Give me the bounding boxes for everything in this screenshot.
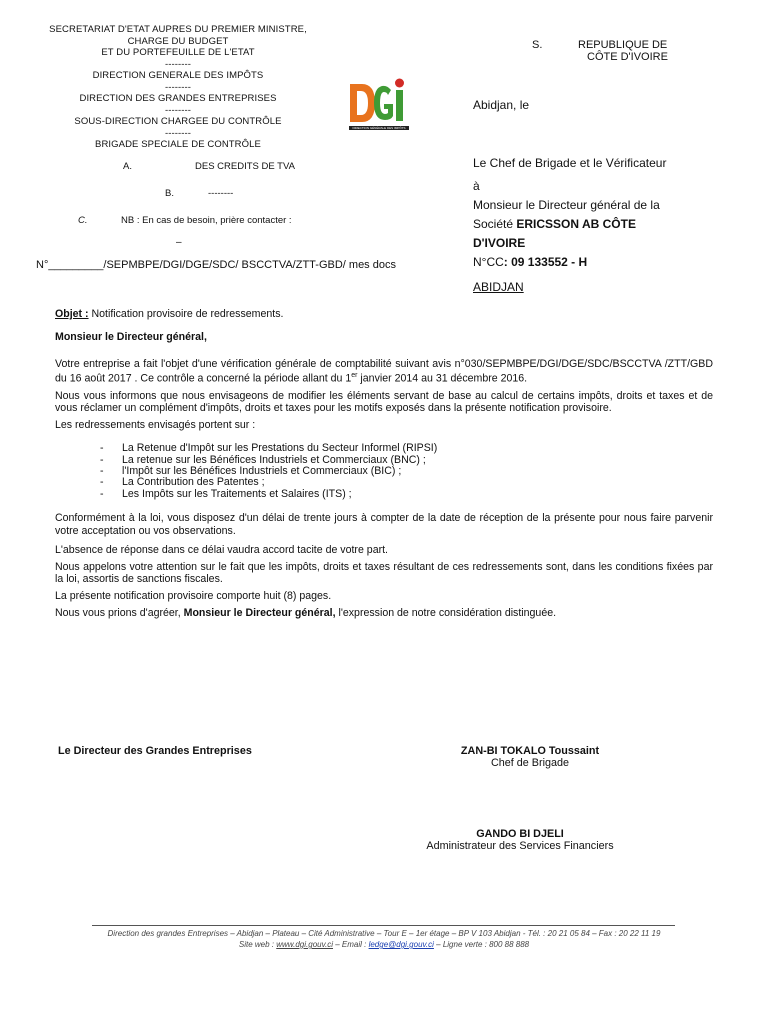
brigade-chief-title: Chef de Brigade [490,757,570,769]
recipient-block [473,154,733,297]
a-line: à [473,179,480,193]
list-item: - Les Impôts sur les Traitements et Salaires (ITS) ; [100,487,352,500]
separator: -------- [164,81,192,93]
separator: -------- [164,127,192,139]
ncc-line [473,253,733,272]
republic-label: REPUBLIQUE DE [578,39,668,51]
sender-line: Le Chef de Brigade et le Vérificateur [473,156,667,170]
reference-number [36,259,396,271]
sous-direction: SOUS-DIRECTION CHARGEE DU CONTRÔLE [74,116,282,127]
letter-body [55,309,713,626]
redressement-list [100,443,713,499]
country-label: CÔTE D'IVOIRE [587,51,668,63]
paragraph-verification [55,359,713,385]
signatory-director: Le Directeur des Grandes Entreprises [58,745,252,757]
p1-sup: er [351,372,358,380]
verifier-title: Administrateur des Services Financiers [426,840,614,852]
company-name: ERICSSON AB CÔTE [516,217,636,231]
paragraph-sanctions: Nous appelons votre attention sur le fait que les impôts, droits et taxes résultant de ces redressements sont, dans les conditions fixées par la loi, assortis de sanctions fiscales. [55,561,713,585]
ref-prefix: N° [36,259,49,271]
direction-grandes-entreprises: DIRECTION DES GRANDES ENTREPRISES [79,93,277,104]
signatory-verifier [400,828,640,852]
item-a-text: DES CREDITS DE TVA [195,161,295,172]
list-item: - La Contribution des Patentes ; [100,476,265,489]
objet-label: Objet : [55,308,89,320]
footer-contacts: Site web : www.dgi.gouv.ci – Email : ledge@dgi.gouv.ci – Ligne verte : 800 88 888 [238,940,530,949]
footer-address: Direction des grandes Entreprises – Abidjan – Plateau – Cité Administrative – Tour E – 1er étage – BP V 103 Abidjan - Tél. : 20 21 05 84 – Fax : 20 22 11 19 [107,929,661,938]
item-c-text: NB : En cas de besoin, prière contacter : [121,215,292,226]
paragraph-pages: La présente notification provisoire comporte huit (8) pages. [55,590,332,603]
verifier-name: GANDO BI DJELI [476,828,564,840]
ministry-line-2: CHARGE DU BUDGET [127,35,229,47]
ref-text: /SEPMBPE/DGI/DGE/SDC/ BSCCTVA/ZTT-GBD/ mes docs [103,259,396,271]
paragraph-closing: Nous vous prions d'agréer, Monsieur le Directeur général, l'expression de notre considération distinguée. [55,607,557,620]
brigade: BRIGADE SPECIALE DE CONTRÔLE [95,139,261,150]
ministry-line-3: ET DU PORTEFEUILLE DE L'ETAT [101,47,255,58]
s-mark: S. [532,39,543,51]
ncc-value: : 09 133552 - H [503,255,588,269]
email-link[interactable]: ledge@dgi.gouv.ci [368,940,434,949]
ministry-line-1: SECRETARIAT D'ETAT AUPRES DU PREMIER MINISTRE, [49,24,307,35]
dash: – [176,237,182,248]
item-b-text: -------- [208,188,234,199]
to-line: Monsieur le Directeur général de la [473,198,660,212]
footer-rule [92,925,675,926]
company-line [473,215,733,234]
logo-caption: DIRECTION GÉNÉRALE DES IMPÔTS [352,126,406,130]
paragraph-redressements: Les redressements envisagés portent sur : [55,418,256,431]
direction-generale: DIRECTION GENERALE DES IMPÔTS [92,70,264,81]
footer [60,928,708,950]
item-c-letter: C. [78,215,88,226]
salutation: Monsieur le Directeur général, [55,331,207,344]
company-name-cont: D'IVOIRE [473,236,526,250]
paragraph-delai: Conformément à la loi, vous disposez d'un délai de trente jours à compter de la date de réception de la présente pour nous faire parvenir votre acceptation ou vos observations. [55,511,713,538]
signatory-brigade [430,745,630,769]
list-item: - La retenue sur les Bénéfices Industriels et Commerciaux (BNC) ; [100,453,426,466]
p1-text: Votre entreprise a fait l'objet d'une vérification générale de comptabilité suivant avis n°030/SEPMBPE/DGI/DGE/SDC/BSCCTVA /ZTT/GBD du 16 août 2017 . Ce contrôle a concerné la période allant du 1 [55,357,713,385]
separator: -------- [164,58,192,70]
ref-blank: _________ [48,259,104,271]
item-a-letter: A. [123,161,132,172]
objet-line [55,309,713,320]
item-b-letter: B. [165,188,174,199]
dgi-logo [347,76,411,138]
p1-text-end: janvier 2014 au 31 décembre 2016. [357,372,528,385]
ncc-label: N°CC [473,255,504,269]
paragraph-absence: L'absence de réponse dans ce délai vaudra accord tacite de votre part. [55,543,388,556]
objet-text: Notification provisoire de redressements. [91,308,284,320]
list-item: - La Retenue d'Impôt sur les Prestations du Secteur Informel (RIPSI) [100,442,438,455]
issuer-header [28,24,328,151]
recipient-city: ABIDJAN [473,280,524,294]
paragraph-information: Nous vous informons que nous envisageons de modifier les éléments servant de base au calcul de certains impôts, droits et taxes et de vous réclamer un complément d'impôts, droits et taxes pour les motifs exposés dans la présente notification provisoire. [55,390,713,414]
list-item: - l'Impôt sur les Bénéfices Industriels et Commerciaux (BIC) ; [100,464,402,477]
separator: -------- [164,104,192,116]
place-date: Abidjan, le [473,98,530,112]
website-link[interactable]: www.dgi.gouv.ci [276,940,333,949]
societe-label: Société [473,217,514,231]
brigade-chief-name: ZAN-BI TOKALO Toussaint [460,745,600,757]
